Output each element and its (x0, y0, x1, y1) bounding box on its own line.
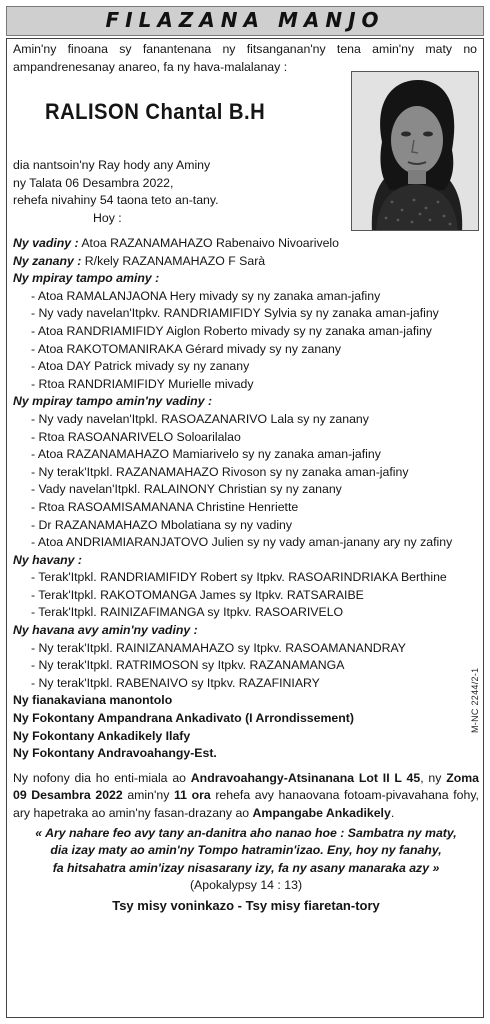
portrait-image (352, 72, 479, 231)
list-item: - Dr RAZANAMAHAZO Mbolatiana sy ny vadiny (31, 517, 293, 532)
spouse-text: Atoa RAZANAMAHAZO Rabenaivo Nivoarivelo (81, 236, 340, 250)
list-item: - Terak'Itpkl. RANDRIAMIFIDY Robert sy Itpkv. RASOARINDRIAKA Berthine (31, 570, 447, 585)
closing-text: rehefa avy hanaovana fotoam-pivavahana fohy, ary hapetraka ao amin'ny fasan-drazany ao (13, 788, 479, 820)
list-item: - Atoa RAKOTOMANIRAKA Gérard mivady sy ny zanany (31, 341, 342, 356)
list-item: - Atoa RANDRIAMIFIDY Aiglon Roberto mivady sy ny zanaka aman-jafiny (31, 323, 432, 338)
relatives-label: Ny havany : (13, 552, 83, 567)
closing-text: Ny nofony dia ho enti-miala ao (13, 770, 191, 785)
quote-reference: (Apokalypsy 14 : 13) (189, 878, 303, 893)
notice-header (6, 6, 484, 36)
children-label: Ny zanany : (13, 253, 82, 268)
called-home-line: dia nantsoin'ny Ray hody any Aminy (13, 158, 211, 172)
notice-title: FILAZANA MANJO (105, 8, 385, 33)
funeral-time: 11 ora (173, 788, 211, 803)
list-item: - Ny terak'Itpkl. RABENAIVO sy Itpkv. RAZAFINIARY (31, 675, 320, 690)
funeral-details (13, 770, 479, 823)
family-list (13, 235, 483, 915)
funeral-address: Andravoahangy-Atsinanana Lot II L 45 (190, 770, 421, 785)
list-item: - Atoa DAY Patrick mivady sy ny zanany (31, 359, 250, 374)
side-reference: M-NC 2244/2-1 (470, 667, 480, 733)
list-item: - Ny terak'Itpkl. RATRIMOSON sy Itpkv. RAZANAMANGA (31, 658, 345, 673)
death-date-line: ny Talata 06 Desambra 2022, (13, 175, 174, 190)
burial-place: Ampangabe Ankadikely (252, 806, 391, 820)
list-item: - Ny vady navelan'Itpkl. RASOAZANARIVO Lala sy ny zanany (31, 411, 369, 426)
deceased-name: RALISON Chantal B.H (45, 99, 266, 124)
notice-frame (6, 38, 484, 1018)
list-item: - Ny vady navelan'Itpkv. RANDRIAMIFIDY Sylvia sy ny zanaka aman-jafiny (31, 306, 439, 321)
list-item: - Rtoa RASOAMISAMANANA Christine Henriette (31, 499, 299, 514)
fokontany-line: Ny Fokontany Andravoahangy-Est. (13, 746, 217, 761)
whole-family-line: Ny fianakaviana manontolo (13, 693, 173, 708)
spouse-relatives-label: Ny havana avy amin'ny vadiny : (13, 623, 198, 638)
quote-line: fa hitsahatra amin'izay nisasarany izy, fa ny asany manaraka azy » (52, 860, 440, 875)
spouse-label: Ny vadiny : (13, 236, 79, 250)
children-row (13, 253, 483, 271)
list-item: - Rtoa RANDRIAMIFIDY Murielle mivady (31, 376, 254, 391)
closing-text: , ny (420, 770, 447, 785)
hoy-label: Hoy : (93, 210, 122, 225)
intro-text: Amin'ny finoana sy fanantenana ny fitsanganan'ny tena amin'ny maty no ampandrenesanay anareo, fa ny hava-malalanay : (13, 42, 477, 74)
spouse-siblings-label: Ny mpiray tampo amin'ny vadiny : (13, 394, 213, 409)
quote-line: dia izay maty ao amin'ny Tompo hatramin'izao. Eny, hoy ny fanahy, (50, 843, 442, 858)
footer-note: Tsy misy voninkazo - Tsy misy fiaretan-tory (112, 897, 380, 913)
fokontany-line: Ny Fokontany Ankadikely Ilafy (13, 728, 191, 743)
list-item: - Vady navelan'Itpkl. RALAINONY Christian sy ny zanany (31, 482, 342, 497)
list-item: - Terak'Itpkl. RAINIZAFIMANGA sy Itpkv. RASOARIVELO (31, 605, 344, 620)
age-line: rehefa nivahiny 54 taona teto an-tany. (13, 193, 219, 208)
scripture-quote (13, 825, 479, 895)
death-details (13, 157, 343, 227)
list-item: - Atoa RAZANAMAHAZO Mamiarivelo sy ny zanaka aman-jafiny (31, 447, 381, 462)
children-text: R/kely RAZANAMAHAZO F Sarà (84, 253, 266, 268)
list-item: - Terak'Itpkl. RAKOTOMANGA James sy Itpkv. RATSARAIBE (31, 587, 364, 602)
quote-line: « Ary nahare feo avy tany an-danitra aho nanao hoe : Sambatra ny maty, (35, 825, 457, 840)
siblings-label: Ny mpiray tampo aminy : (13, 271, 160, 286)
closing-text: . (390, 806, 395, 820)
fokontany-line: Ny Fokontany Ampandrana Ankadivato (I Arrondissement) (13, 711, 354, 726)
list-item: - Rtoa RASOANARIVELO Soloarilalao (31, 429, 241, 444)
spouse-row (13, 235, 483, 253)
list-item: - Ny terak'Itpkl. RAZANAMAHAZO Rivoson sy ny zanaka aman-jafiny (31, 464, 409, 479)
list-item: - Atoa RAMALANJAONA Hery mivady sy ny zanaka aman-jafiny (31, 288, 381, 303)
list-item: - Ny terak'Itpkl. RAINIZANAMAHAZO sy Itpkv. RASOAMANANDRAY (31, 640, 406, 655)
funeral-date: Zoma 09 Desambra 2022 (13, 770, 479, 803)
closing-text: amin'ny (122, 788, 174, 803)
deceased-photo (351, 71, 479, 231)
list-item: - Atoa ANDRIAMIARANJATOVO Julien sy ny vady aman-janany ary ny zafiny (31, 535, 453, 550)
